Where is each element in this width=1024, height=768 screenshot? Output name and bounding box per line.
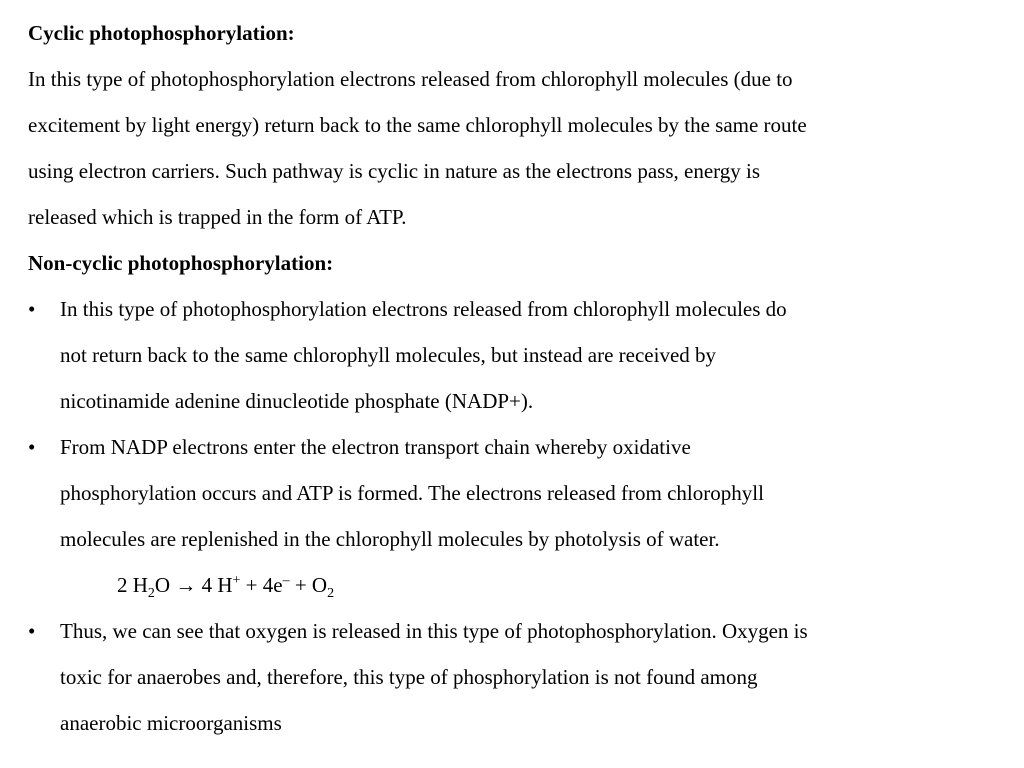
equation-subscript-1: 2 xyxy=(147,586,155,602)
equation-subscript-2: 2 xyxy=(327,586,335,602)
bullet-marker: • xyxy=(28,619,36,643)
cyclic-paragraph-line-1: In this type of photophosphorylation electrons released from chlorophyll molecules (due to xyxy=(28,67,793,91)
bullet-1-line-2: not return back to the same chlorophyll molecules, but instead are received by xyxy=(60,343,717,367)
bullet-2-line-2: phosphorylation occurs and ATP is formed. The electrons released from chlorophyll xyxy=(60,481,764,505)
equation-superscript-2: – xyxy=(282,573,290,588)
bullet-3-line-1: Thus, we can see that oxygen is released in this type of photophosphorylation. Oxygen is xyxy=(60,619,808,643)
equation-part-3: + 4e xyxy=(240,573,283,597)
bullet-item-2 xyxy=(28,424,998,562)
cyclic-heading: Cyclic photophosphorylation: xyxy=(28,21,295,45)
bullet-2-line-3: molecules are replenished in the chlorophyll molecules by photolysis of water. xyxy=(60,527,720,551)
bullet-1-line-1: In this type of photophosphorylation electrons released from chlorophyll molecules do xyxy=(60,297,787,321)
bullet-marker: • xyxy=(28,297,36,321)
bullet-3-line-2: toxic for anaerobes and, therefore, this type of phosphorylation is not found among xyxy=(60,665,758,689)
equation-part-2: O → 4 H xyxy=(154,573,233,597)
slide-content xyxy=(28,10,998,746)
bullet-item-3 xyxy=(28,608,998,746)
bullet-1-line-3: nicotinamide adenine dinucleotide phosphate (NADP+). xyxy=(60,389,534,413)
cyclic-paragraph-line-3: using electron carriers. Such pathway is cyclic in nature as the electrons pass, energy is xyxy=(28,159,761,183)
equation-part-4: + O xyxy=(289,573,328,597)
noncyclic-heading: Non-cyclic photophosphorylation: xyxy=(28,251,334,275)
bullet-marker: • xyxy=(28,435,36,459)
cyclic-paragraph-line-4: released which is trapped in the form of ATP. xyxy=(28,205,407,229)
bullet-2-line-1: From NADP electrons enter the electron transport chain whereby oxidative xyxy=(60,435,691,459)
equation-part-1: 2 H xyxy=(117,573,148,597)
cyclic-paragraph-line-2: excitement by light energy) return back to the same chlorophyll molecules by the same route xyxy=(28,113,807,137)
bullet-item-1 xyxy=(28,286,998,424)
photolysis-equation xyxy=(28,562,998,608)
equation-superscript-1: + xyxy=(232,573,241,588)
bullet-3-line-3: anaerobic microorganisms xyxy=(60,711,282,735)
